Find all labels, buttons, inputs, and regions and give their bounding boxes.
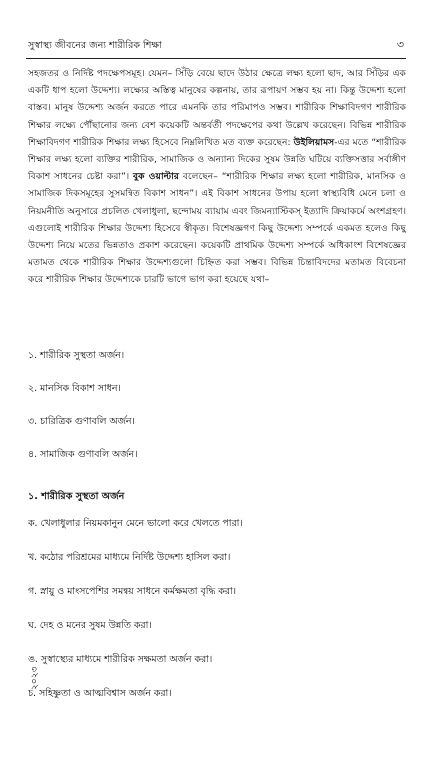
paragraph-text-3: বলেছেন– “শারীরিক শিক্ষার লক্ষ্য হলো শারীরিক, মানসিক ও সামাজিক দিকসমূহের সুসমন্বিত বিকাশ সাধন”। এই বিকাশ সাধনের উপায় হলো স্বাস্থ্যবিধি মেনে চলা ও নিয়মনীতি অনুসারে প্রচলিত খেলাধুলা, ছন্দোময় ব্যায়াম এবং জিমন্যাস্টিকস্ ইত্যাদি ক্রিয়াকর্মে অংশগ্রহণ। এগুলোই শারীরিক শিক্ষার উদ্দেশ্য হিসেবে স্বীকৃত। বিশেষজ্ঞগণ কিছু উদ্দেশ্য সম্পর্কে একমত হলেও কিছু উদ্দেশ্য নিয়ে মতের ভিন্নতাও প্রকাশ করেছেন। কয়েকটি প্রাথমিক উদ্দেশ্য সম্পর্কে অধিকাংশ বিশেষজ্ঞের মতামত থেকে শারীরিক শিক্ষার উদ্দেশ্যগুলো চিহ্নিত করা সম্ভব। বিভিন্ন চিন্তাবিদদের মতামত বিবেচনা করে শারীরিক শিক্ষার উদ্দেশ্যকে চারটি ভাগে ভাগ করা হয়েছে যথা– <box>28 171 406 286</box>
objectives-list <box>28 349 408 481</box>
objective-item: ১. শারীরিক সুস্থতা অর্জন। <box>28 350 125 361</box>
paragraph-text-2: -এর মতে “শারীরিক শিক্ষার লক্ষ্য হলো ব্যক্তির শারীরিক, সামাজিক ও অন্যান্য দিকের সুষম উন্নতি ঘটিয়ে ব্যক্তিসত্তার সর্বাঙ্গীণ বিকাশ সাধনের চেষ্টা করা”। <box>28 136 406 183</box>
section-item: চ. সহিষ্ণুতা ও আত্মবিশ্বাস অর্জন করা। <box>28 688 172 699</box>
page-number: ৩ <box>396 38 404 51</box>
section-items-list <box>28 517 408 721</box>
objective-item: ৪. সামাজিক গুণাবলি অর্জন। <box>28 449 138 460</box>
margin-year-label: ২০২৩ <box>30 666 40 690</box>
author-name-bookwalter: বুক ওয়াল্টার <box>133 171 179 183</box>
section-item: ক. খেলাধুলার নিয়মকানুন মেনে ভালো করে খেলতে পারা। <box>28 518 243 529</box>
section-heading: ১. শারীরিক সুস্থতা অর্জন <box>28 491 125 502</box>
running-header-title: সুস্বাস্থ্য জীবনের জন্য শারীরিক শিক্ষা <box>28 40 162 51</box>
section-item: ঘ. দেহ ও মনের সুষম উন্নতি করা। <box>28 620 152 631</box>
objective-item: ৩. চারিত্রিক গুণাবলি অর্জন। <box>28 416 135 427</box>
section-item: ঙ. সুস্বাস্থ্যের মাধ্যমে শারীরিক সক্ষমতা অর্জন করা। <box>28 654 213 665</box>
author-name-williams: উইলিয়ামস <box>293 136 335 148</box>
section-item: খ. কঠোর পরিশ্রমের মাধ্যমে নির্দিষ্ট উদ্দেশ্য হাসিল করা। <box>28 552 231 563</box>
objective-item: ২. মানসিক বিকাশ সাধন। <box>28 383 121 394</box>
paragraph-text-1: সহজতর ও নির্দিষ্ট পদক্ষেপসমূহ। যেমন– সিঁড়ি বেয়ে ছাদে উঠার ক্ষেত্রে লক্ষ্য হলো ছাদ, আর সিঁড়ির এক একটি ধাপ হলো উদ্দেশ্য। লক্ষ্যের অস্তিত্ব মানুষের কল্পনায়, তার রূপায়ণ সম্ভব হয় না। কিন্তু উদ্দেশ্য হলো বাস্তব। মানুষ উদ্দেশ্য অর্জন করতে পারে এমনকি তার পরিমাপও সম্ভব। শারীরিক শিক্ষাবিদগণ শারীরিক শিক্ষার লক্ষ্যে পৌঁছানোর জন্য বেশ কয়েকটি অন্তর্বর্তী পদক্ষেপের কথা উল্লেখ করেছেন। বিভিন্ন শারীরিক শিক্ষাবিদগণ শারীরিক শিক্ষার লক্ষ্য হিসেবে নিম্নলিখিত মত ব্যক্ত করেছেন: <box>28 68 406 148</box>
header-divider <box>26 58 406 59</box>
section-item: গ. স্নায়ু ও মাংসপেশির সমন্বয় সাধনে কর্মক্ষমতা বৃদ্ধি করা। <box>28 586 237 597</box>
body-paragraph <box>28 65 406 289</box>
